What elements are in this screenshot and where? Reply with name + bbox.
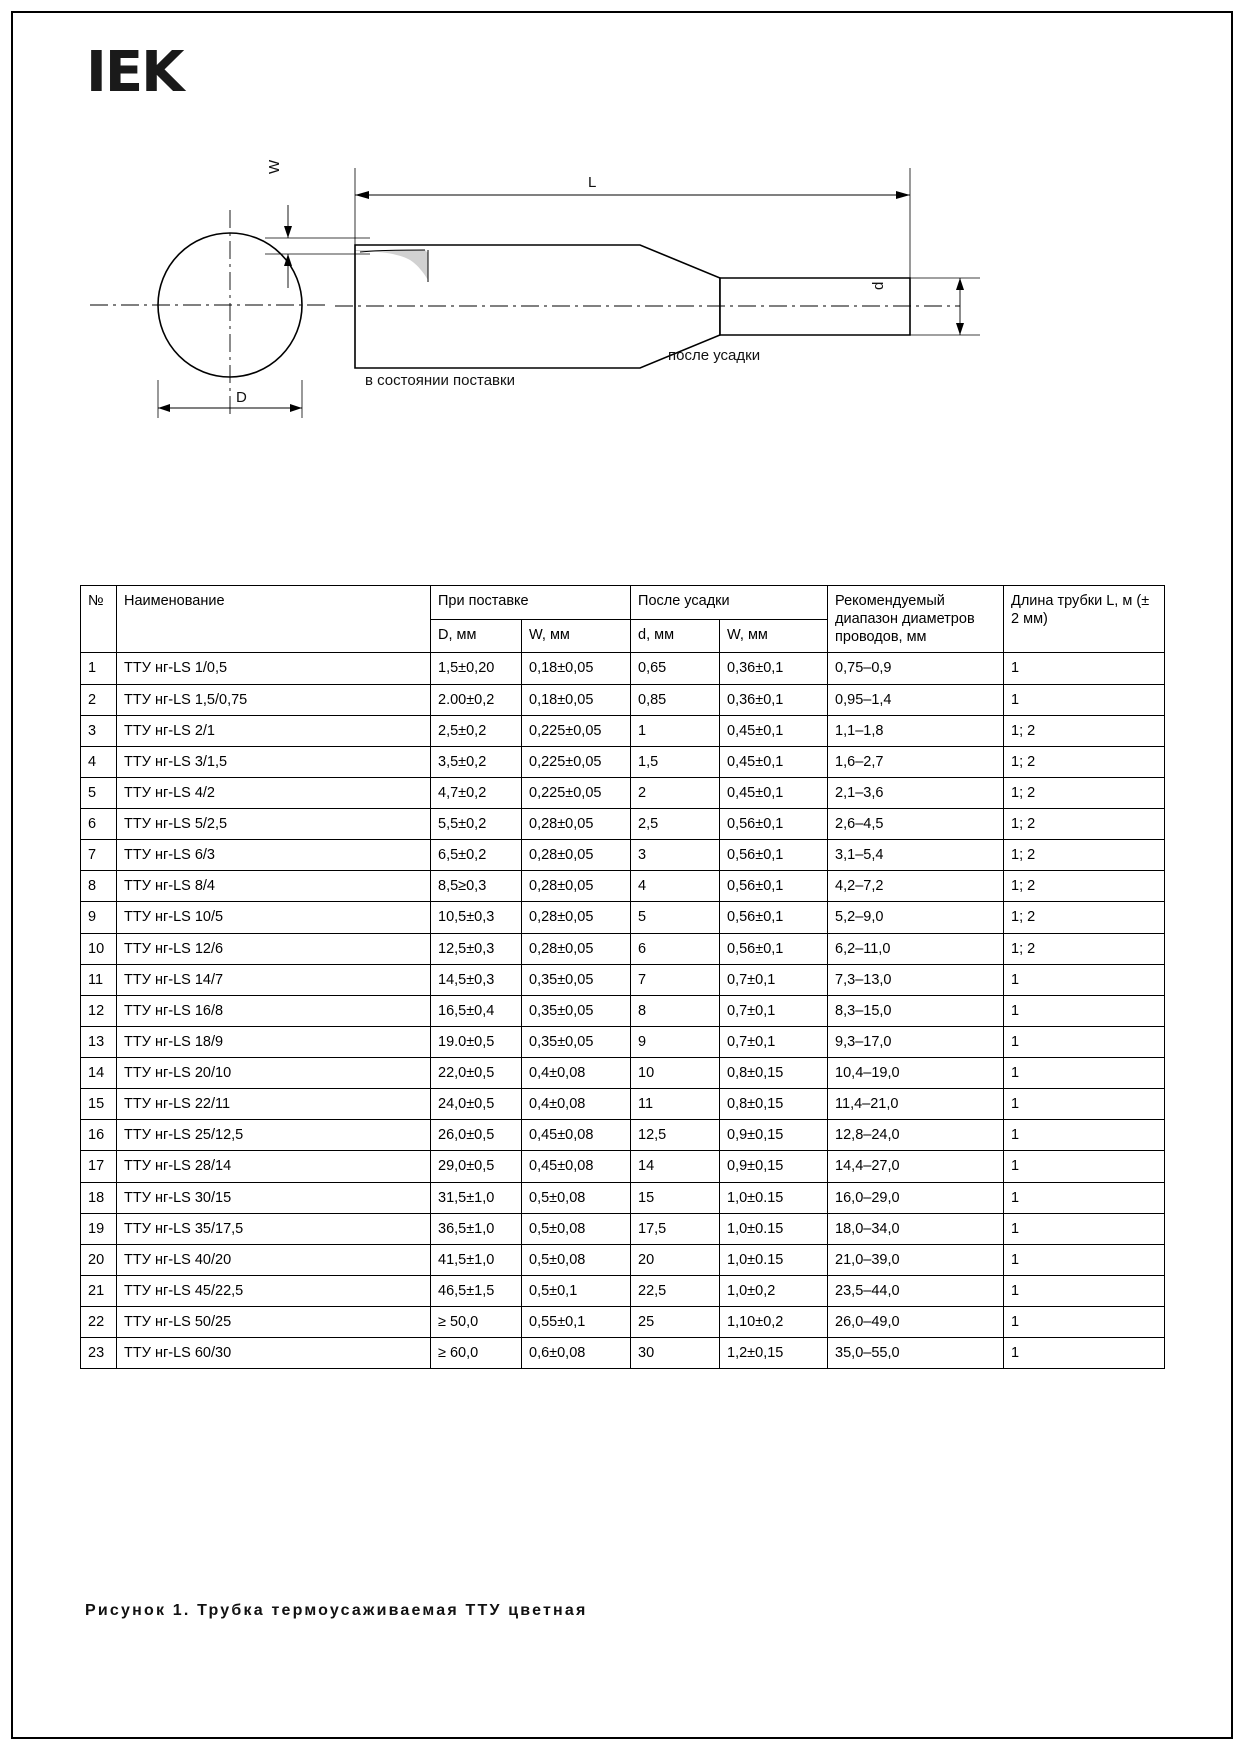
cell-recommended-range: 0,75–0,9 [828, 653, 1004, 684]
table-row [81, 840, 1165, 871]
cell-number: 17 [81, 1151, 117, 1182]
cell-supply-wall: 0,45±0,08 [522, 1151, 631, 1182]
table-row [81, 1213, 1165, 1244]
cell-number: 13 [81, 1026, 117, 1057]
cell-number: 6 [81, 809, 117, 840]
cell-shrink-wall: 1,10±0,2 [720, 1307, 828, 1338]
cell-supply-wall: 0,55±0,1 [522, 1307, 631, 1338]
cell-shrink-wall: 0,45±0,1 [720, 715, 828, 746]
cell-shrink-diameter: 0,65 [631, 653, 720, 684]
cell-number: 12 [81, 995, 117, 1026]
cell-shrink-wall: 1,0±0.15 [720, 1182, 828, 1213]
cell-name: ТТУ нг-LS 50/25 [117, 1307, 431, 1338]
cell-supply-wall: 0,18±0,05 [522, 684, 631, 715]
table-row [81, 1058, 1165, 1089]
cell-number: 14 [81, 1058, 117, 1089]
cell-recommended-range: 14,4–27,0 [828, 1151, 1004, 1182]
cell-shrink-diameter: 2,5 [631, 809, 720, 840]
cell-supply-wall: 0,28±0,05 [522, 933, 631, 964]
cell-recommended-range: 5,2–9,0 [828, 902, 1004, 933]
cell-recommended-range: 16,0–29,0 [828, 1182, 1004, 1213]
cell-supply-diameter: 2.00±0,2 [431, 684, 522, 715]
figure-caption-after-shrink: после усадки [668, 347, 761, 364]
cell-supply-diameter: 22,0±0,5 [431, 1058, 522, 1089]
cell-shrink-diameter: 22,5 [631, 1275, 720, 1306]
cell-name: ТТУ нг-LS 45/22,5 [117, 1275, 431, 1306]
cell-name: ТТУ нг-LS 25/12,5 [117, 1120, 431, 1151]
cell-shrink-wall: 1,0±0.15 [720, 1244, 828, 1275]
cell-name: ТТУ нг-LS 6/3 [117, 840, 431, 871]
cell-number: 4 [81, 746, 117, 777]
cell-recommended-range: 1,6–2,7 [828, 746, 1004, 777]
cell-supply-wall: 0,28±0,05 [522, 871, 631, 902]
cell-supply-wall: 0,225±0,05 [522, 746, 631, 777]
cell-number: 15 [81, 1089, 117, 1120]
spec-table-wrapper [80, 585, 1164, 1369]
dimension-label-D: D [236, 389, 247, 406]
cell-tube-length: 1; 2 [1004, 902, 1165, 933]
cell-supply-diameter: 5,5±0,2 [431, 809, 522, 840]
cell-shrink-wall: 0,56±0,1 [720, 871, 828, 902]
cell-recommended-range: 23,5–44,0 [828, 1275, 1004, 1306]
cell-shrink-diameter: 25 [631, 1307, 720, 1338]
cell-supply-wall: 0,35±0,05 [522, 1026, 631, 1057]
cell-shrink-wall: 0,36±0,1 [720, 684, 828, 715]
cell-shrink-diameter: 8 [631, 995, 720, 1026]
cell-supply-diameter: 31,5±1,0 [431, 1182, 522, 1213]
cell-tube-length: 1; 2 [1004, 777, 1165, 808]
cell-name: ТТУ нг-LS 60/30 [117, 1338, 431, 1369]
cell-supply-diameter: 3,5±0,2 [431, 746, 522, 777]
cell-supply-wall: 0,35±0,05 [522, 964, 631, 995]
cell-name: ТТУ нг-LS 28/14 [117, 1151, 431, 1182]
cell-tube-length: 1 [1004, 995, 1165, 1026]
cell-recommended-range: 11,4–21,0 [828, 1089, 1004, 1120]
cell-tube-length: 1 [1004, 1026, 1165, 1057]
cell-number: 10 [81, 933, 117, 964]
cell-shrink-diameter: 0,85 [631, 684, 720, 715]
table-row [81, 902, 1165, 933]
th-name: Наименование [117, 586, 431, 653]
cell-recommended-range: 2,1–3,6 [828, 777, 1004, 808]
cell-recommended-range: 12,8–24,0 [828, 1120, 1004, 1151]
cell-supply-diameter: 6,5±0,2 [431, 840, 522, 871]
table-row [81, 1089, 1165, 1120]
cell-shrink-wall: 0,56±0,1 [720, 902, 828, 933]
cell-supply-wall: 0,5±0,08 [522, 1244, 631, 1275]
cell-supply-diameter: 10,5±0,3 [431, 902, 522, 933]
cell-shrink-wall: 0,45±0,1 [720, 777, 828, 808]
cell-name: ТТУ нг-LS 4/2 [117, 777, 431, 808]
cell-name: ТТУ нг-LS 12/6 [117, 933, 431, 964]
cell-supply-wall: 0,4±0,08 [522, 1058, 631, 1089]
cell-tube-length: 1; 2 [1004, 840, 1165, 871]
cell-tube-length: 1 [1004, 653, 1165, 684]
cell-supply-wall: 0,6±0,08 [522, 1338, 631, 1369]
cell-tube-length: 1 [1004, 1120, 1165, 1151]
cell-supply-wall: 0,18±0,05 [522, 653, 631, 684]
table-row [81, 653, 1165, 684]
cell-recommended-range: 21,0–39,0 [828, 1244, 1004, 1275]
cell-shrink-diameter: 1 [631, 715, 720, 746]
cell-number: 5 [81, 777, 117, 808]
cell-number: 2 [81, 684, 117, 715]
cell-name: ТТУ нг-LS 22/11 [117, 1089, 431, 1120]
product-diagram [80, 150, 1140, 480]
table-row [81, 1026, 1165, 1057]
th-number: № [81, 586, 117, 653]
table-header-row-1 [81, 586, 1165, 620]
cell-supply-diameter: 29,0±0,5 [431, 1151, 522, 1182]
cell-shrink-wall: 0,56±0,1 [720, 933, 828, 964]
cell-supply-diameter: 19.0±0,5 [431, 1026, 522, 1057]
table-row [81, 964, 1165, 995]
cell-recommended-range: 10,4–19,0 [828, 1058, 1004, 1089]
cell-number: 16 [81, 1120, 117, 1151]
cell-name: ТТУ нг-LS 5/2,5 [117, 809, 431, 840]
cell-recommended-range: 26,0–49,0 [828, 1307, 1004, 1338]
cell-number: 18 [81, 1182, 117, 1213]
table-row [81, 746, 1165, 777]
cell-shrink-diameter: 9 [631, 1026, 720, 1057]
cell-supply-diameter: 41,5±1,0 [431, 1244, 522, 1275]
cell-supply-wall: 0,28±0,05 [522, 809, 631, 840]
cell-number: 11 [81, 964, 117, 995]
cell-shrink-wall: 0,8±0,15 [720, 1058, 828, 1089]
table-row [81, 1120, 1165, 1151]
table-row [81, 1307, 1165, 1338]
cell-name: ТТУ нг-LS 40/20 [117, 1244, 431, 1275]
cell-supply-diameter: ≥ 60,0 [431, 1338, 522, 1369]
cell-recommended-range: 9,3–17,0 [828, 1026, 1004, 1057]
cell-number: 22 [81, 1307, 117, 1338]
cell-number: 19 [81, 1213, 117, 1244]
cell-supply-wall: 0,5±0,08 [522, 1182, 631, 1213]
cell-name: ТТУ нг-LS 20/10 [117, 1058, 431, 1089]
cell-shrink-wall: 0,7±0,1 [720, 964, 828, 995]
cell-recommended-range: 2,6–4,5 [828, 809, 1004, 840]
cell-number: 23 [81, 1338, 117, 1369]
cell-tube-length: 1; 2 [1004, 871, 1165, 902]
cell-number: 7 [81, 840, 117, 871]
cell-shrink-diameter: 6 [631, 933, 720, 964]
th-recommended-range: Рекомендуемый диапазон диаметров проводов, мм [828, 586, 1004, 653]
cell-shrink-wall: 0,7±0,1 [720, 1026, 828, 1057]
cell-number: 9 [81, 902, 117, 933]
cell-recommended-range: 1,1–1,8 [828, 715, 1004, 746]
cell-supply-wall: 0,5±0,1 [522, 1275, 631, 1306]
cell-shrink-wall: 1,0±0,2 [720, 1275, 828, 1306]
cell-shrink-wall: 0,56±0,1 [720, 840, 828, 871]
cell-shrink-diameter: 3 [631, 840, 720, 871]
table-row [81, 715, 1165, 746]
cell-number: 20 [81, 1244, 117, 1275]
cell-tube-length: 1 [1004, 1182, 1165, 1213]
cell-tube-length: 1 [1004, 1151, 1165, 1182]
cell-number: 21 [81, 1275, 117, 1306]
figure-caption-supply-state: в состоянии поставки [365, 372, 515, 389]
cell-tube-length: 1 [1004, 964, 1165, 995]
cell-tube-length: 1; 2 [1004, 715, 1165, 746]
cell-tube-length: 1 [1004, 684, 1165, 715]
dimension-label-W: W [266, 159, 283, 174]
cell-shrink-wall: 1,2±0,15 [720, 1338, 828, 1369]
cell-shrink-wall: 0,7±0,1 [720, 995, 828, 1026]
cell-shrink-diameter: 15 [631, 1182, 720, 1213]
cell-tube-length: 1 [1004, 1307, 1165, 1338]
cell-supply-wall: 0,35±0,05 [522, 995, 631, 1026]
cell-tube-length: 1 [1004, 1058, 1165, 1089]
cell-shrink-diameter: 4 [631, 871, 720, 902]
th-supply-D: D, мм [431, 619, 522, 653]
cell-recommended-range: 35,0–55,0 [828, 1338, 1004, 1369]
cell-name: ТТУ нг-LS 1,5/0,75 [117, 684, 431, 715]
table-body [81, 653, 1165, 1369]
cell-supply-wall: 0,225±0,05 [522, 715, 631, 746]
cell-supply-wall: 0,28±0,05 [522, 840, 631, 871]
cell-name: ТТУ нг-LS 8/4 [117, 871, 431, 902]
table-row [81, 995, 1165, 1026]
th-supply-W: W, мм [522, 619, 631, 653]
table-head [81, 586, 1165, 653]
cell-number: 1 [81, 653, 117, 684]
cell-name: ТТУ нг-LS 16/8 [117, 995, 431, 1026]
cell-tube-length: 1 [1004, 1338, 1165, 1369]
cell-supply-wall: 0,5±0,08 [522, 1213, 631, 1244]
cell-supply-diameter: 26,0±0,5 [431, 1120, 522, 1151]
dimension-label-L: L [588, 174, 597, 191]
cell-shrink-wall: 0,9±0,15 [720, 1120, 828, 1151]
table-row [81, 1338, 1165, 1369]
th-supply-group: При поставке [431, 586, 631, 620]
cell-name: ТТУ нг-LS 30/15 [117, 1182, 431, 1213]
table-row [81, 933, 1165, 964]
table-row [81, 1244, 1165, 1275]
cell-shrink-wall: 1,0±0.15 [720, 1213, 828, 1244]
cell-supply-wall: 0,45±0,08 [522, 1120, 631, 1151]
cell-tube-length: 1 [1004, 1244, 1165, 1275]
cell-supply-wall: 0,4±0,08 [522, 1089, 631, 1120]
diagram-svg [80, 150, 1140, 480]
cell-supply-diameter: 2,5±0,2 [431, 715, 522, 746]
cell-name: ТТУ нг-LS 3/1,5 [117, 746, 431, 777]
cell-shrink-diameter: 17,5 [631, 1213, 720, 1244]
th-shrink-W: W, мм [720, 619, 828, 653]
th-shrink-group: После усадки [631, 586, 828, 620]
cell-shrink-wall: 0,9±0,15 [720, 1151, 828, 1182]
table-row [81, 871, 1165, 902]
cell-supply-diameter: 4,7±0,2 [431, 777, 522, 808]
spec-table [80, 585, 1165, 1369]
table-row [81, 809, 1165, 840]
cell-shrink-diameter: 12,5 [631, 1120, 720, 1151]
cell-recommended-range: 6,2–11,0 [828, 933, 1004, 964]
figure-caption: Рисунок 1. Трубка термоусаживаемая ТТУ цветная [85, 1602, 588, 1619]
cell-name: ТТУ нг-LS 1/0,5 [117, 653, 431, 684]
cell-supply-diameter: 14,5±0,3 [431, 964, 522, 995]
cell-supply-wall: 0,28±0,05 [522, 902, 631, 933]
cell-name: ТТУ нг-LS 10/5 [117, 902, 431, 933]
cell-supply-diameter: ≥ 50,0 [431, 1307, 522, 1338]
th-tube-length: Длина трубки L, м (± 2 мм) [1004, 586, 1165, 653]
cell-shrink-diameter: 7 [631, 964, 720, 995]
cell-shrink-diameter: 2 [631, 777, 720, 808]
cell-supply-diameter: 8,5≥0,3 [431, 871, 522, 902]
cell-number: 8 [81, 871, 117, 902]
dimension-label-d: d [870, 281, 887, 290]
cell-name: ТТУ нг-LS 2/1 [117, 715, 431, 746]
table-row [81, 1275, 1165, 1306]
cell-shrink-wall: 0,56±0,1 [720, 809, 828, 840]
cell-supply-diameter: 1,5±0,20 [431, 653, 522, 684]
cell-shrink-wall: 0,45±0,1 [720, 746, 828, 777]
cell-tube-length: 1 [1004, 1213, 1165, 1244]
cell-tube-length: 1; 2 [1004, 809, 1165, 840]
cell-recommended-range: 4,2–7,2 [828, 871, 1004, 902]
cell-recommended-range: 8,3–15,0 [828, 995, 1004, 1026]
cell-name: ТТУ нг-LS 18/9 [117, 1026, 431, 1057]
cell-shrink-diameter: 5 [631, 902, 720, 933]
cell-tube-length: 1 [1004, 1089, 1165, 1120]
cell-recommended-range: 0,95–1,4 [828, 684, 1004, 715]
cell-name: ТТУ нг-LS 14/7 [117, 964, 431, 995]
table-row [81, 1182, 1165, 1213]
cell-supply-wall: 0,225±0,05 [522, 777, 631, 808]
cell-recommended-range: 18,0–34,0 [828, 1213, 1004, 1244]
cell-shrink-diameter: 11 [631, 1089, 720, 1120]
cell-shrink-wall: 0,36±0,1 [720, 653, 828, 684]
cell-shrink-diameter: 14 [631, 1151, 720, 1182]
cell-supply-diameter: 36,5±1,0 [431, 1213, 522, 1244]
cell-supply-diameter: 12,5±0,3 [431, 933, 522, 964]
cell-tube-length: 1; 2 [1004, 746, 1165, 777]
table-row [81, 777, 1165, 808]
table-row [81, 1151, 1165, 1182]
cell-supply-diameter: 46,5±1,5 [431, 1275, 522, 1306]
iek-logo: IEK [86, 40, 183, 105]
cell-supply-diameter: 16,5±0,4 [431, 995, 522, 1026]
cell-tube-length: 1; 2 [1004, 933, 1165, 964]
cell-number: 3 [81, 715, 117, 746]
cell-name: ТТУ нг-LS 35/17,5 [117, 1213, 431, 1244]
cell-shrink-diameter: 10 [631, 1058, 720, 1089]
cell-shrink-diameter: 30 [631, 1338, 720, 1369]
cell-supply-diameter: 24,0±0,5 [431, 1089, 522, 1120]
table-row [81, 684, 1165, 715]
cell-shrink-wall: 0,8±0,15 [720, 1089, 828, 1120]
th-shrink-d: d, мм [631, 619, 720, 653]
cell-tube-length: 1 [1004, 1275, 1165, 1306]
cell-shrink-diameter: 1,5 [631, 746, 720, 777]
cell-recommended-range: 3,1–5,4 [828, 840, 1004, 871]
cell-shrink-diameter: 20 [631, 1244, 720, 1275]
cell-recommended-range: 7,3–13,0 [828, 964, 1004, 995]
